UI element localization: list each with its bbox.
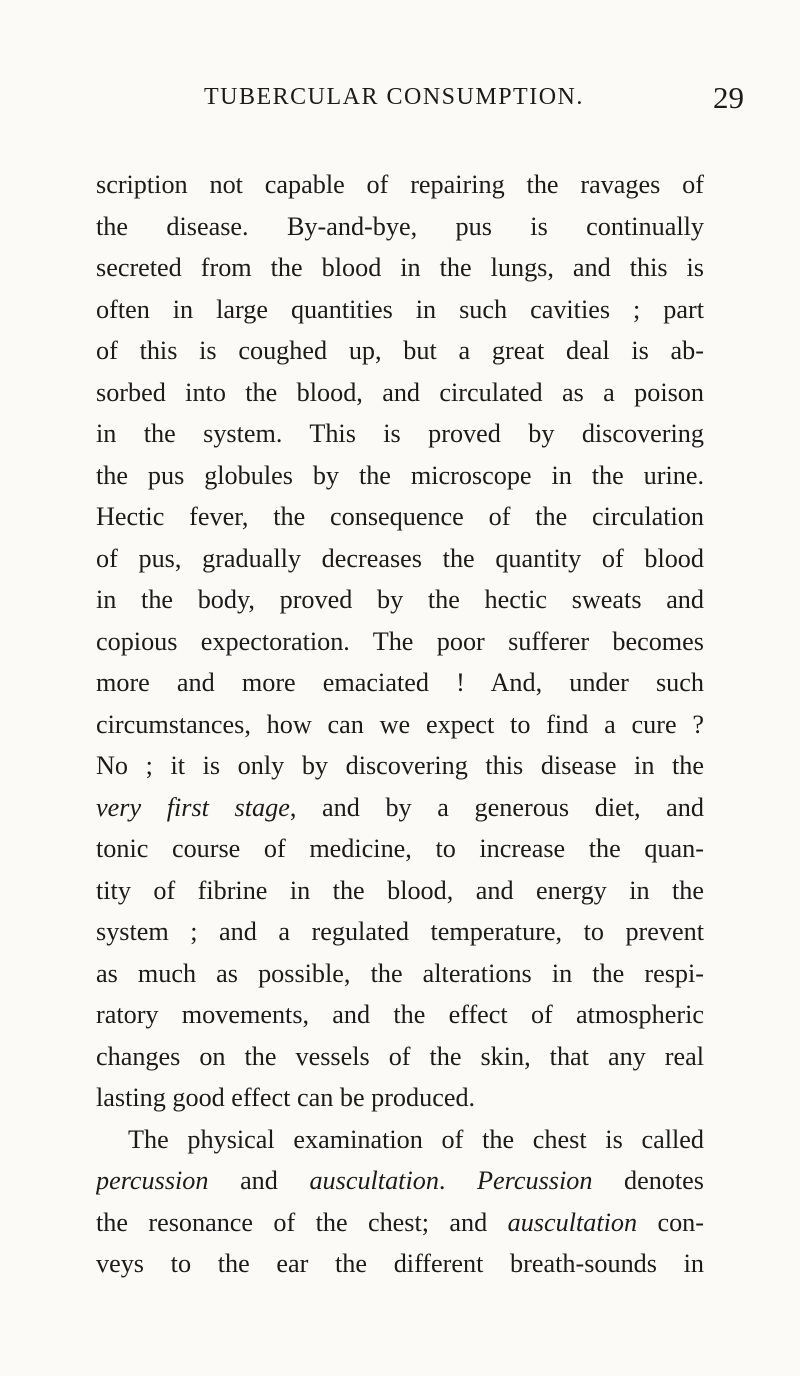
text-segment: changes on the vessels of the skin, that any real: [96, 1041, 704, 1071]
text-line: [96, 1119, 704, 1161]
text-segment: of this is coughed up, but a great deal is ab-: [96, 336, 704, 365]
text-segment: No ; it is only by discovering this disease in the: [96, 751, 704, 780]
text-segment: of pus, gradually decreases the quantity of blood: [96, 543, 704, 573]
text-line: [96, 911, 704, 953]
text-segment: as much as possible, the alterations in the respi-: [96, 958, 704, 988]
text-line: [96, 1160, 704, 1202]
text-line: [96, 247, 704, 289]
text-line: [96, 496, 704, 538]
italic-text: auscultation: [309, 1166, 439, 1195]
text-segment: , and by a generous diet, and: [289, 792, 704, 822]
text-segment: circumstances, how can we expect to find a cure ?: [96, 709, 704, 739]
text-line: [96, 579, 704, 621]
running-head: TUBERCULAR CONSUMPTION.: [204, 84, 584, 110]
text-segment: ratory movements, and the effect of atmospheric: [96, 1000, 704, 1029]
text-segment: system ; and a regulated temperature, to prevent: [96, 917, 704, 946]
text-line: [96, 828, 704, 870]
text-line: [96, 1036, 704, 1078]
text-segment: scription not capable of repairing the ravages of: [96, 170, 704, 199]
page-number: 29: [713, 80, 744, 115]
text-segment: more and more emaciated ! And, under such: [96, 668, 704, 697]
text-line: [96, 994, 704, 1036]
text-line: [96, 289, 704, 331]
text-line: [96, 413, 704, 455]
text-segment: in the system. This is proved by discovering: [96, 419, 704, 448]
italic-text: percussion: [96, 1166, 209, 1195]
text-segment: the disease. By-and-bye, pus is continually: [96, 211, 704, 241]
text-segment: in the body, proved by the hectic sweats and: [96, 585, 704, 614]
text-segment: lasting good effect can be produced.: [96, 1083, 476, 1112]
text-segment: secreted from the blood in the lungs, and this is: [96, 253, 704, 282]
text-segment: copious expectoration. The poor sufferer becomes: [96, 626, 704, 656]
text-segment: sorbed into the blood, and circulated as a poison: [96, 377, 704, 407]
text-segment: often in large quantities in such cavities ; part: [96, 294, 704, 324]
text-segment: the resonance of the chest; and: [96, 1207, 508, 1237]
body-text: [96, 164, 704, 1285]
text-line: [96, 621, 704, 663]
italic-text: auscultation: [507, 1207, 638, 1237]
text-segment: tity of fibrine in the blood, and energy in the: [96, 875, 704, 905]
text-segment: veys to the ear the different breath-sounds in: [96, 1249, 704, 1278]
text-segment: Hectic fever, the consequence of the circulation: [96, 502, 704, 531]
text-segment: con-: [637, 1207, 704, 1237]
page-header: [120, 80, 744, 124]
text-line: [96, 1077, 704, 1119]
text-segment: .: [438, 1166, 478, 1195]
text-line: [96, 787, 704, 829]
text-line: [96, 662, 704, 704]
italic-text: very first stage: [96, 792, 290, 822]
text-segment: denotes: [592, 1166, 704, 1195]
text-line: [96, 372, 704, 414]
text-line: [96, 206, 704, 248]
text-line: [96, 164, 704, 206]
italic-text: Percussion: [477, 1166, 593, 1195]
text-segment: tonic course of medicine, to increase the quan-: [96, 834, 704, 863]
text-line: [96, 745, 704, 787]
text-line: [96, 953, 704, 995]
text-line: [96, 538, 704, 580]
text-line: [96, 1243, 704, 1285]
text-line: [96, 870, 704, 912]
text-segment: and: [208, 1166, 310, 1195]
text-line: [96, 455, 704, 497]
text-line: [96, 330, 704, 372]
text-segment: The physical examination of the chest is called: [128, 1124, 704, 1154]
text-line: [96, 704, 704, 746]
text-line: [96, 1202, 704, 1244]
text-segment: the pus globules by the microscope in the urine.: [96, 460, 704, 490]
